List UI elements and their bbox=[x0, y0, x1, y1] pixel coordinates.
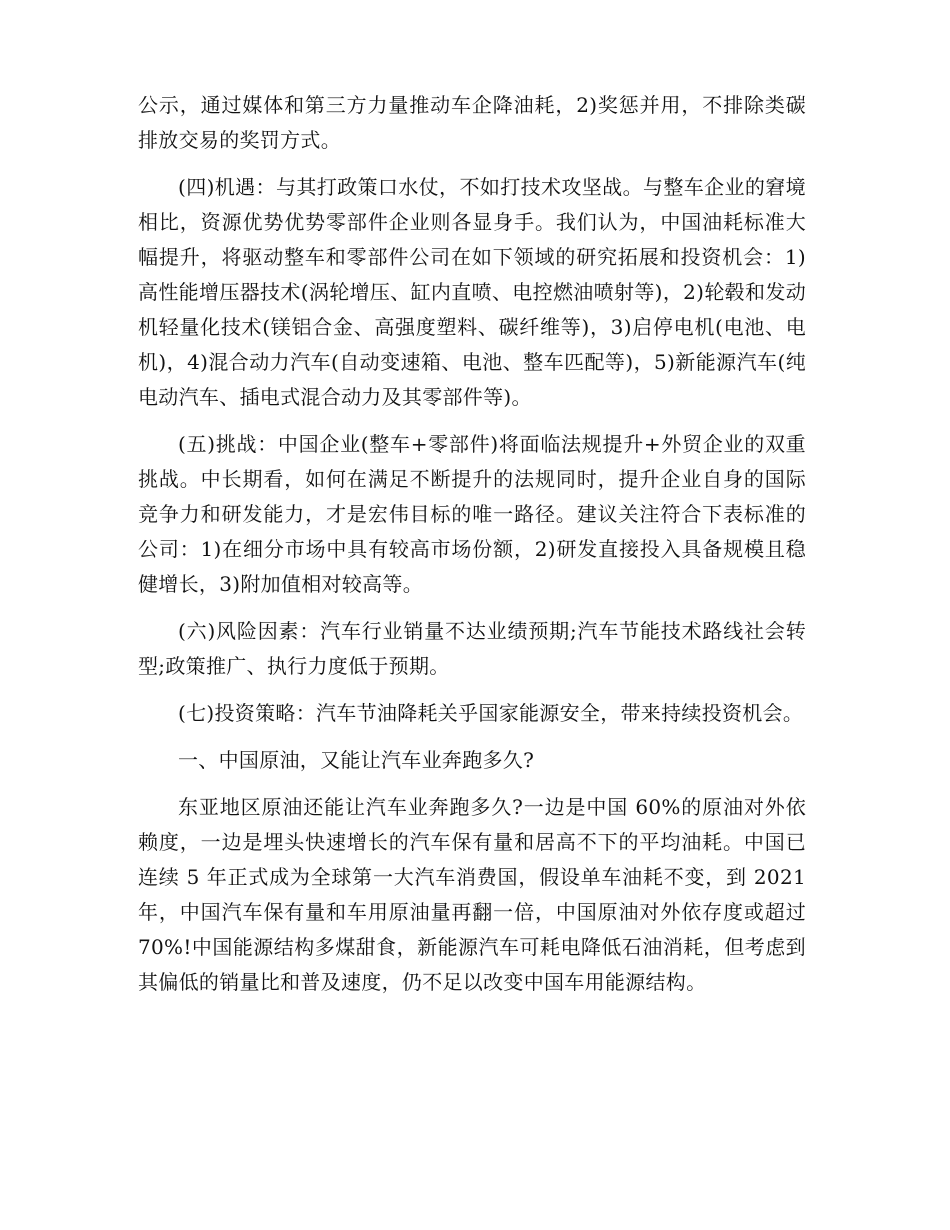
document-body bbox=[138, 88, 806, 1012]
paragraph-opportunity: (四)机遇：与其打政策口水仗，不如打技术攻坚战。与整车企业的窘境相比，资源优势优势零部件企业则各显身手。我们认为，中国油耗标准大幅提升，将驱动整车和零部件公司在如下领域的研究拓展和投资机会：1)高性能增压器技术(涡轮增压、缸内直喷、电控燃油喷射等)，2)轮毂和发动机轻量化技术(镁铝合金、高强度塑料、碳纤维等)，3)启停电机(电池、电机)，4)混合动力汽车(自动变速箱、电池、整车匹配等)，5)新能源汽车(纯电动汽车、插电式混合动力及其零部件等)。 bbox=[138, 175, 806, 409]
paragraph-investment-strategy: (七)投资策略：汽车节油降耗关乎国家能源安全，带来持续投资机会。 bbox=[178, 701, 804, 725]
paragraph-continuation: 公示，通过媒体和第三方力量推动车企降油耗，2)奖惩并用，不排除类碳排放交易的奖罚方式。 bbox=[138, 93, 806, 152]
paragraph-challenge: (五)挑战：中国企业(整车+零部件)将面临法规提升+外贸企业的双重挑战。中长期看，如何在满足不断提升的法规同时，提升企业自身的国际竞争力和研发能力，才是宏伟目标的唯一路径。建议关注符合下表标准的公司：1)在细分市场中具有较高市场份额，2)研发直接投入具备规模且稳健增长，3)附加值相对较高等。 bbox=[138, 432, 806, 596]
paragraph-risk-factors: (六)风险因素：汽车行业销量不达业绩预期;汽车节能技术路线社会转型;政策推广、执行力度低于预期。 bbox=[138, 619, 806, 678]
section-heading: 一、中国原油，又能让汽车业奔跑多久? bbox=[178, 748, 535, 772]
paragraph-crude-oil: 东亚地区原油还能让汽车业奔跑多久?一边是中国 60%的原油对外依赖度，一边是埋头快速增长的汽车保有量和居高不下的平均油耗。中国已连续 5 年正式成为全球第一大汽车消费国，假设单车油耗不变，到 2021 年，中国汽车保有量和车用原油量再翻一倍，中国原油对外依存度或超过 70%!中国能源结构多煤甜食，新能源汽车可耗电降低石油消耗，但考虑到其偏低的销量比和普及速度，仍不足以改变中国车用能源结构。 bbox=[138, 795, 806, 994]
